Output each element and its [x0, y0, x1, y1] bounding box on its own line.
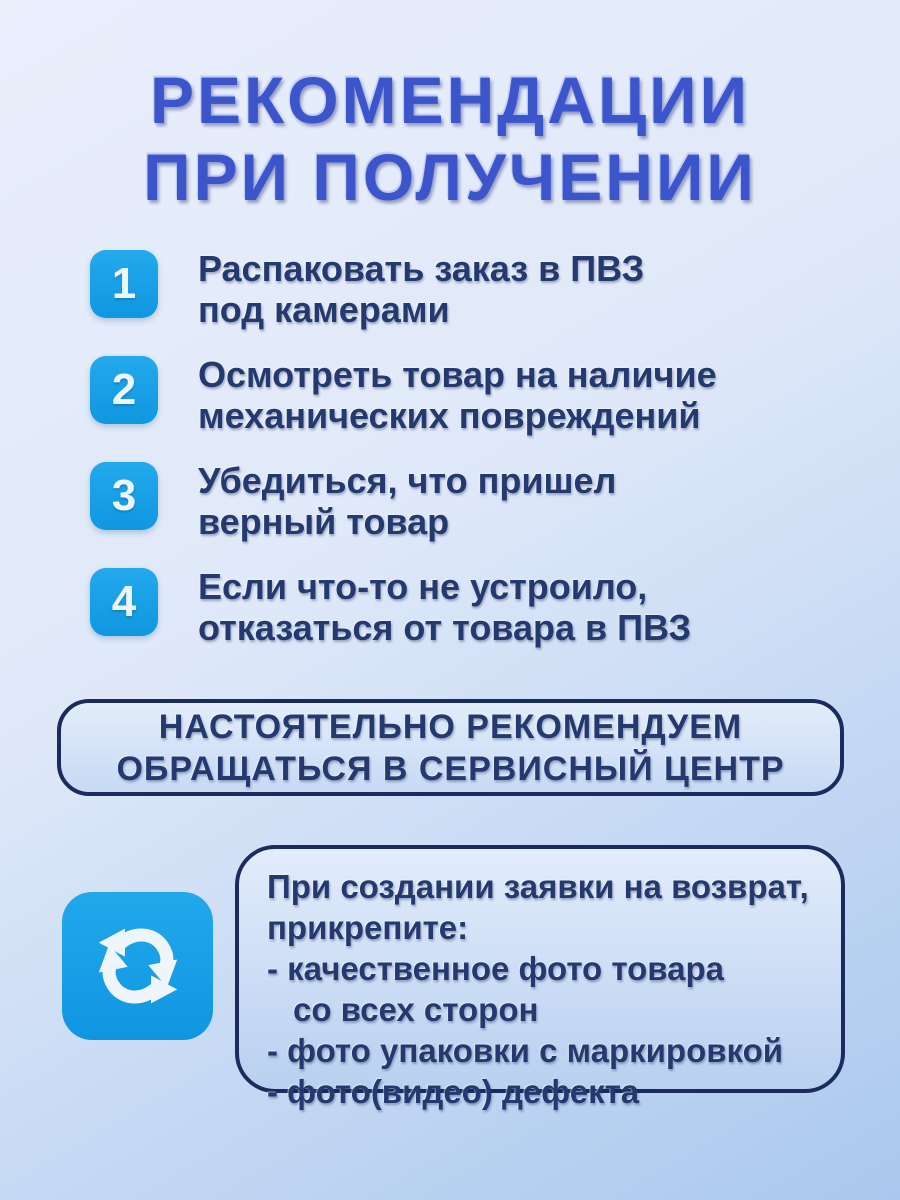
- step-text-line: отказаться от товара в ПВЗ: [198, 607, 692, 648]
- step-text-2: [198, 354, 717, 436]
- step-text-line: механических повреждений: [198, 395, 701, 436]
- step-item-2: [90, 354, 830, 436]
- steps-list: [90, 248, 830, 672]
- step-item-4: [90, 566, 830, 648]
- swap-arrows-icon: [62, 892, 213, 1040]
- step-item-1: [90, 248, 830, 330]
- return-line: - фото упаковки с маркировкой: [267, 1032, 784, 1069]
- step-number-badge-4: 4: [90, 568, 158, 636]
- step-text-line: Осмотреть товар на наличие: [198, 354, 717, 395]
- page-title-line2: ПРИ ПОЛУЧЕНИИ: [143, 139, 757, 214]
- step-text-line: верный товар: [198, 501, 450, 542]
- return-line: прикрепите:: [267, 909, 469, 946]
- step-number-badge-1: 1: [90, 250, 158, 318]
- page-title-line1: РЕКОМЕНДАЦИИ: [149, 63, 751, 137]
- step-item-3: [90, 460, 830, 542]
- return-line: При создании заявки на возврат,: [267, 868, 809, 905]
- step-number-badge-2: 2: [90, 356, 158, 424]
- step-text-line: под камерами: [198, 289, 450, 330]
- notice-line1: НАСТОЯТЕЛЬНО РЕКОМЕНДУЕМ: [158, 707, 743, 746]
- service-center-notice-box: [57, 699, 844, 796]
- step-text-3: [198, 460, 616, 542]
- step-text-line: Убедиться, что пришел: [198, 460, 617, 501]
- notice-line2: ОБРАЩАТЬСЯ В СЕРВИСНЫЙ ЦЕНТР: [116, 749, 785, 788]
- page-title: [0, 62, 900, 215]
- return-instructions-box: [235, 845, 845, 1110]
- return-line: - качественное фото товара: [267, 950, 724, 987]
- step-text-line: Распаковать заказ в ПВЗ: [198, 248, 645, 289]
- step-text-1: [198, 248, 644, 330]
- return-line: со всех сторон: [293, 991, 539, 1028]
- step-number-badge-3: 3: [90, 462, 158, 530]
- step-text-line: Если что-то не устроило,: [198, 566, 648, 607]
- return-line: - фото(видео) дефекта: [267, 1073, 640, 1110]
- step-text-4: [198, 566, 691, 648]
